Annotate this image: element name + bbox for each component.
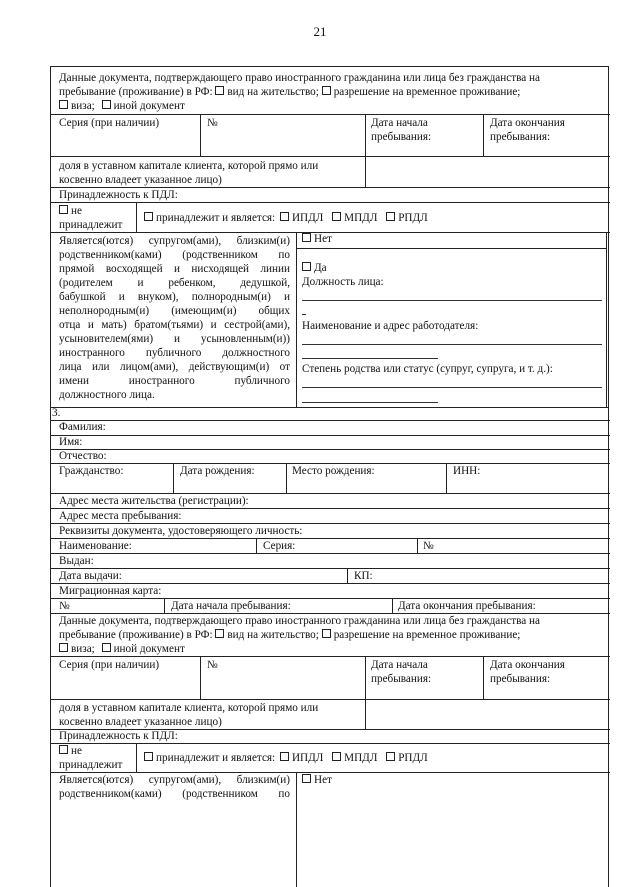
checkbox2-other-doc[interactable] — [102, 643, 111, 652]
checkbox2-temp-residence[interactable] — [322, 629, 331, 638]
checkbox-pdl-belongs[interactable] — [144, 212, 153, 221]
row-border — [50, 449, 610, 450]
doc-end-label-1: Дата окончания — [490, 117, 565, 129]
degree-label: Степень родства или статус (супруг, супруга, и т. д.): — [302, 363, 553, 375]
position-input-line[interactable] — [302, 300, 602, 301]
employer-input-line-2[interactable] — [302, 358, 438, 359]
ipdl-label: ИПДЛ — [291, 212, 324, 224]
pdl-belongs — [144, 211, 428, 225]
relatives2-no — [302, 773, 332, 787]
row-border — [50, 553, 610, 554]
degree-input-line[interactable] — [302, 387, 602, 388]
doc-series-label-2: Серия: — [263, 540, 296, 552]
degree-input-line-2[interactable] — [302, 402, 438, 403]
relatives-line-6: неполнородным(и) (имеющим(и) общих — [59, 305, 290, 317]
table-right-border — [608, 66, 609, 887]
rpdl2-label: РПДЛ — [398, 752, 428, 764]
relatives-line-2: родственником(ками) (родственником по — [59, 249, 290, 261]
pdl-header: Принадлежность к ПДЛ: — [59, 189, 178, 201]
col-border — [173, 463, 174, 493]
opt2-temp-label: разрешение на временное проживание; — [333, 629, 521, 641]
opt-visa-label: виза; — [71, 100, 95, 112]
share2-line-2: косвенно владеет указанное лицо) — [59, 716, 222, 728]
citizenship-label: Гражданство: — [59, 465, 124, 477]
pdl2-not-label: не — [71, 745, 82, 757]
col-border — [296, 232, 297, 407]
pdl2-not-line2: принадлежит — [59, 759, 123, 771]
doc-text-line3 — [59, 99, 185, 113]
checkbox-visa[interactable] — [59, 100, 68, 109]
col-border — [606, 232, 607, 407]
relatives-no — [302, 232, 332, 246]
doc-text-line1: Данные документа, подтверждающего право иностранного гражданина или лица без гражданства на — [59, 72, 540, 84]
checkbox2-mpdl[interactable] — [332, 752, 341, 761]
share2-line-1: доля в уставном капитале клиента, которой прямо или — [59, 702, 319, 714]
position-label: Должность лица: — [302, 276, 384, 288]
doc-name-label: Наименование: — [59, 540, 132, 552]
col-border — [200, 114, 201, 156]
mc-num-label: № — [59, 600, 70, 612]
mc-start-label: Дата начала пребывания: — [171, 600, 291, 612]
col-border — [286, 463, 287, 493]
relatives-line-10: лица или лицом(ами), действующим(и) от — [59, 361, 290, 373]
checkbox-mpdl[interactable] — [332, 212, 341, 221]
form-table — [50, 66, 610, 887]
opt-residence-label: вид на жительство; — [227, 86, 319, 98]
relatives2-line-2: родственником(ками) (родственником по — [59, 788, 290, 800]
checkbox-pdl-not[interactable] — [59, 205, 68, 214]
id-doc-label: Реквизиты документа, удостоверяющего личность: — [59, 525, 303, 537]
mc-end-label: Дата окончания пребывания: — [398, 600, 536, 612]
row-border — [50, 420, 610, 421]
share-line-2: косвенно владеет указанное лицо) — [59, 174, 222, 186]
col-border — [365, 156, 366, 187]
reg-address-label: Адрес места жительства (регистрации): — [59, 495, 249, 507]
pdl-belongs-label: принадлежит и является: — [156, 212, 276, 224]
relatives-line-4: (родителем и ребенком, дедушкой, — [59, 277, 290, 289]
row-border — [296, 248, 606, 249]
birth-date-label: Дата рождения: — [180, 465, 255, 477]
relatives-line-11: имени иностранного публичного — [59, 375, 290, 387]
relatives2-line-1: Является(ются) супругом(ами), близким(и) — [59, 774, 290, 786]
checkbox2-pdl-not[interactable] — [59, 745, 68, 754]
checkbox-rpdl[interactable] — [386, 212, 395, 221]
row-border — [50, 699, 610, 700]
pdl2-belongs-label: принадлежит и является: — [156, 752, 276, 764]
relatives-yes-label: Да — [314, 262, 327, 274]
doc-start-label-1: Дата начала — [371, 117, 428, 129]
col-border — [365, 699, 366, 729]
doc-num-label-2: № — [423, 540, 434, 552]
doc2-end-label-1: Дата окончания — [490, 659, 565, 671]
position-input-line-2[interactable] — [302, 314, 306, 315]
relatives2-no-label: Нет — [314, 774, 332, 786]
checkbox-residence[interactable] — [215, 86, 224, 95]
doc2-start-label-2: пребывания: — [371, 673, 432, 685]
table-left-border — [50, 66, 51, 887]
rpdl-label: РПДЛ — [398, 212, 428, 224]
checkbox2-rpdl[interactable] — [386, 752, 395, 761]
pdl2-belongs — [144, 751, 428, 765]
ipdl2-label: ИПДЛ — [291, 752, 324, 764]
col-border — [365, 114, 366, 156]
row-border — [50, 435, 610, 436]
col-border — [136, 202, 137, 232]
relatives-line-1: Является(ются) супругом(ами), близким(и) — [59, 235, 290, 247]
row-border — [50, 156, 610, 157]
section-number: 3. — [52, 407, 61, 419]
mpdl-label: МПДЛ — [344, 212, 378, 224]
inn-label: ИНН: — [453, 465, 481, 477]
row-border — [50, 114, 610, 115]
table-top-border — [50, 66, 609, 67]
doc-text-line2 — [59, 85, 520, 99]
name-label: Имя: — [59, 436, 83, 448]
col-border — [296, 772, 297, 887]
relatives-line-5: бабушкой и внуком), полнородным(и) и — [59, 291, 290, 303]
col-border — [483, 656, 484, 699]
kp-label: КП: — [354, 570, 373, 582]
stay-address-label: Адрес места пребывания: — [59, 510, 182, 522]
opt2-residence-label: вид на жительство; — [227, 629, 319, 641]
patronymic-label: Отчество: — [59, 450, 107, 462]
doc2-text-line2 — [59, 628, 520, 642]
col-border — [200, 656, 201, 699]
checkbox-other-doc[interactable] — [102, 100, 111, 109]
col-border — [256, 538, 257, 553]
col-border — [417, 538, 418, 553]
pdl-not-line2: принадлежит — [59, 219, 123, 231]
doc-end-label-2: пребывания: — [490, 131, 551, 143]
employer-input-line[interactable] — [302, 344, 602, 345]
relatives-line-8: усыновителем(ями) и усыновленным(и)) — [59, 333, 290, 345]
checkbox-relatives-yes[interactable] — [302, 262, 311, 271]
birth-place-label: Место рождения: — [292, 465, 375, 477]
col-border — [136, 743, 137, 772]
col-border — [365, 656, 366, 699]
doc-text-line2-pre: пребывание (проживание) в РФ: — [59, 86, 213, 98]
pdl2-header: Принадлежность к ПДЛ: — [59, 730, 178, 742]
pdl2-not-line1 — [59, 744, 82, 758]
col-border — [392, 598, 393, 613]
migration-card-label: Миграционная карта: — [59, 585, 162, 597]
checkbox2-relatives-no[interactable] — [302, 774, 311, 783]
col-border — [164, 598, 165, 613]
checkbox2-visa[interactable] — [59, 643, 68, 652]
relatives-yes — [302, 261, 327, 275]
pdl-not-label: не — [71, 205, 82, 217]
relatives-line-9: иностранного публичного должностного — [59, 347, 290, 359]
doc-series-label: Серия (при наличии) — [59, 117, 160, 129]
doc-number-label: № — [207, 117, 218, 129]
doc2-text-line3 — [59, 642, 185, 656]
col-border — [347, 568, 348, 583]
relatives-line-12: должностного лица. — [59, 389, 155, 401]
col-border — [446, 463, 447, 493]
opt2-visa-label: виза; — [71, 643, 95, 655]
checkbox2-residence[interactable] — [215, 629, 224, 638]
share-line-1: доля в уставном капитале клиента, которой прямо или — [59, 160, 319, 172]
checkbox-relatives-no[interactable] — [302, 233, 311, 242]
relatives-line-3: прямой восходящей и нисходящей линии — [59, 263, 290, 275]
doc2-number-label: № — [207, 659, 218, 671]
opt2-other-label: иной документ — [113, 643, 185, 655]
row-border — [50, 743, 610, 744]
checkbox2-pdl-belongs[interactable] — [144, 752, 153, 761]
opt-temp-label: разрешение на временное проживание; — [333, 86, 521, 98]
relatives-line-7: отца и мать) братом(тьями) и сестрой(ами), — [59, 319, 290, 331]
doc-start-label-2: пребывания: — [371, 131, 432, 143]
checkbox2-ipdl[interactable] — [280, 752, 289, 761]
doc2-end-label-2: пребывания: — [490, 673, 551, 685]
doc2-start-label-1: Дата начала — [371, 659, 428, 671]
row-border — [50, 538, 610, 539]
relatives-no-label: Нет — [314, 233, 332, 245]
page-number: 21 — [313, 24, 327, 39]
col-border — [483, 114, 484, 156]
row-border — [50, 568, 610, 569]
doc2-series-label: Серия (при наличии) — [59, 659, 160, 671]
checkbox-ipdl[interactable] — [280, 212, 289, 221]
row-border — [50, 407, 608, 408]
doc2-text-line2-pre: пребывание (проживание) в РФ: — [59, 629, 213, 641]
checkbox-temp-residence[interactable] — [322, 86, 331, 95]
issued-by-label: Выдан: — [59, 555, 94, 567]
issue-date-label: Дата выдачи: — [59, 570, 122, 582]
doc2-text-line1: Данные документа, подтверждающего право иностранного гражданина или лица без гражданства на — [59, 615, 540, 627]
row-border — [50, 202, 610, 203]
row-border — [50, 656, 610, 657]
employer-label: Наименование и адрес работодателя: — [302, 320, 479, 332]
pdl-not-line1 — [59, 204, 82, 218]
opt-other-label: иной документ — [113, 100, 185, 112]
surname-label: Фамилия: — [59, 421, 106, 433]
mpdl2-label: МПДЛ — [344, 752, 378, 764]
